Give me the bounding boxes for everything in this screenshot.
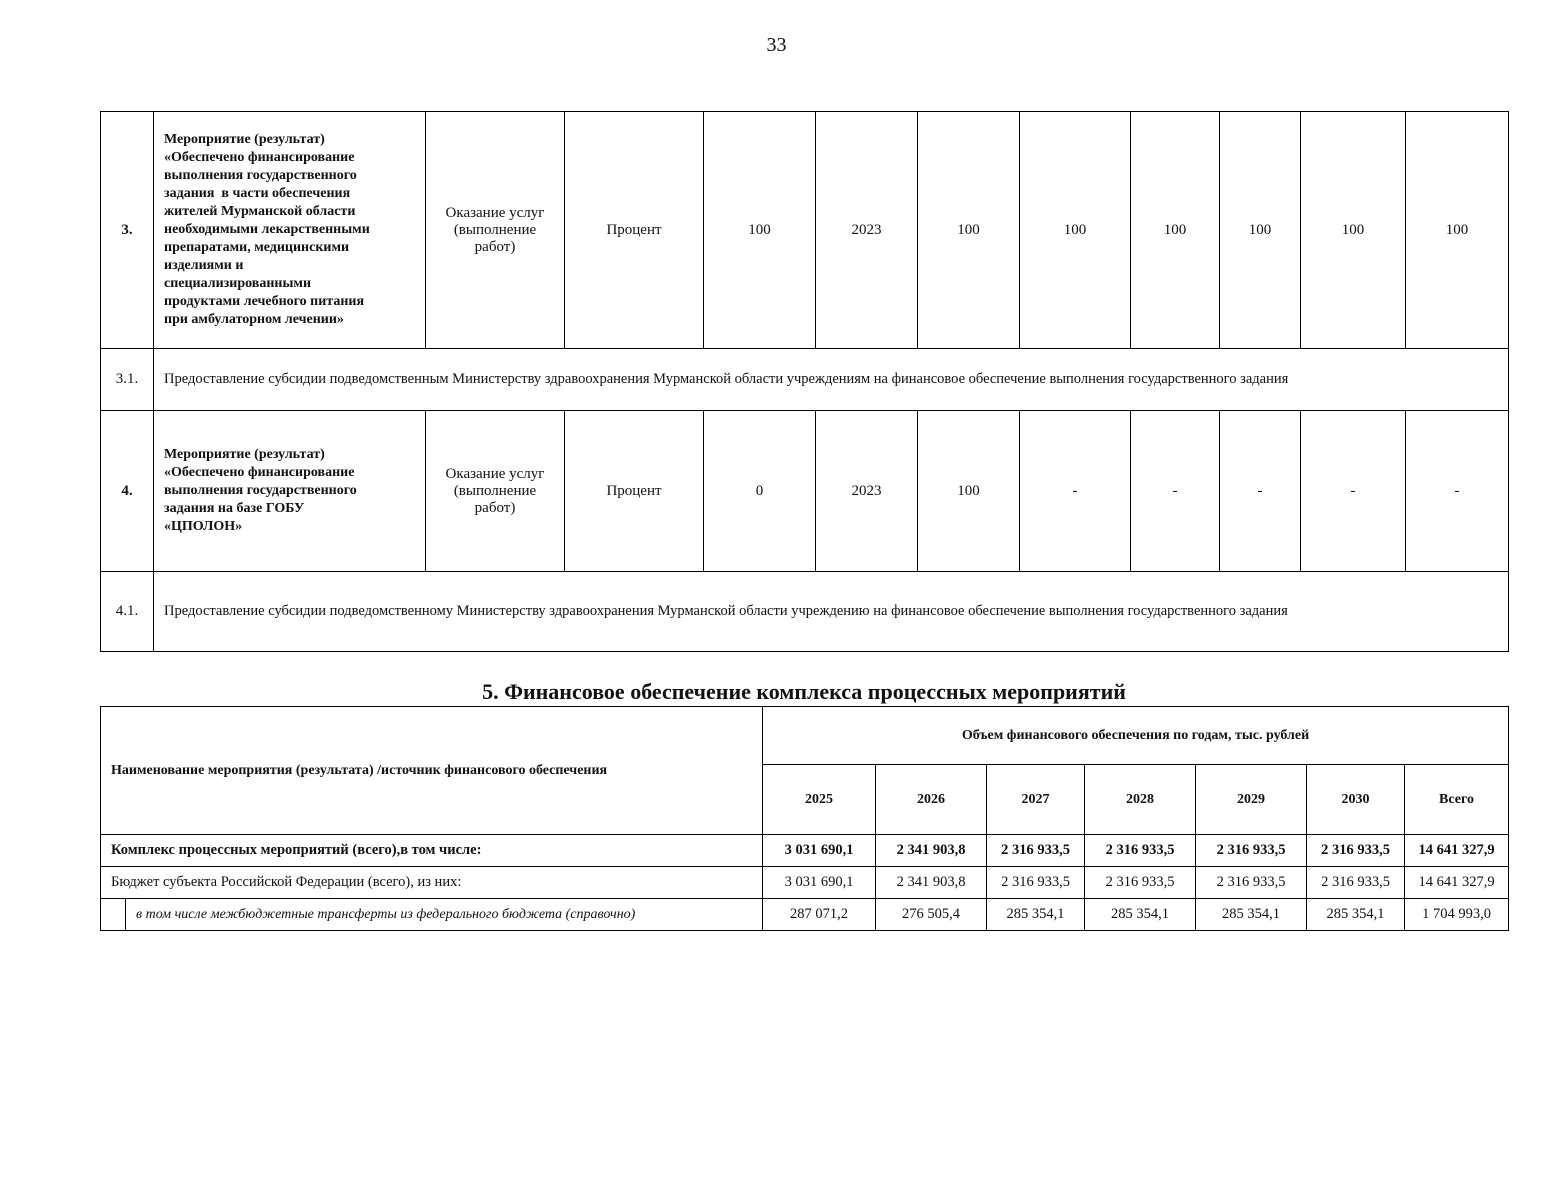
amount-cell: 14 641 327,9 — [1405, 867, 1509, 899]
title-line: жителей Мурманской области — [164, 204, 356, 219]
result-type: Оказание услуг (выполнение работ) — [426, 411, 565, 572]
title-line: продуктами лечебного питания — [164, 294, 365, 309]
amount-cell: 2 316 933,5 — [1307, 867, 1405, 899]
task-row — [101, 349, 1509, 411]
year-value: 100 — [918, 411, 1020, 572]
amount-cell: 1 704 993,0 — [1405, 899, 1509, 931]
title-line: выполнения государственного — [164, 168, 357, 183]
year-header: 2025 — [763, 765, 876, 835]
year-value: 100 — [918, 112, 1020, 349]
amount-cell: 285 354,1 — [1307, 899, 1405, 931]
title-line: специализированными — [164, 276, 312, 291]
result-unit: Процент — [565, 411, 704, 572]
year-header: 2027 — [987, 765, 1085, 835]
year-value: 100 — [1220, 112, 1301, 349]
result-title — [154, 411, 426, 572]
amount-cell: 287 071,2 — [763, 899, 876, 931]
page-number: 33 — [766, 34, 787, 56]
year-value: - — [1220, 411, 1301, 572]
title-line: «Обеспечено финансирование — [164, 150, 355, 165]
year-header: 2030 — [1307, 765, 1405, 835]
year-value: 100 — [1020, 112, 1131, 349]
finance-table — [100, 706, 1509, 931]
amount-cell: 3 031 690,1 — [763, 867, 876, 899]
row-label: Комплекс процессных мероприятий (всего),в том числе: — [101, 835, 763, 867]
amount-cell: 2 316 933,5 — [1085, 867, 1196, 899]
title-line: задания на базе ГОБУ — [164, 501, 305, 516]
amount-cell: 14 641 327,9 — [1405, 835, 1509, 867]
results-table — [100, 111, 1509, 652]
amount-cell: 3 031 690,1 — [763, 835, 876, 867]
title-line: «Обеспечено финансирование — [164, 465, 355, 480]
amount-cell: 2 316 933,5 — [987, 867, 1085, 899]
finance-row — [101, 899, 1509, 931]
year-header: 2028 — [1085, 765, 1196, 835]
year-value: - — [1301, 411, 1406, 572]
title-line: Мероприятие (результат) — [164, 132, 325, 147]
amount-cell: 2 316 933,5 — [1307, 835, 1405, 867]
task-number: 4.1. — [101, 572, 154, 652]
indent-cell — [101, 899, 126, 931]
title-line: выполнения государственного — [164, 483, 357, 498]
title-line: задания в части обеспечения — [164, 186, 351, 201]
year-value: 100 — [1301, 112, 1406, 349]
title-line: Мероприятие (результат) — [164, 447, 325, 462]
amount-cell: 276 505,4 — [876, 899, 987, 931]
result-unit: Процент — [565, 112, 704, 349]
task-text: Предоставление субсидии подведомственному Министерству здравоохранения Мурманской области учреждению на финансовое обеспечение выполнения государственного задания — [154, 572, 1509, 652]
task-row — [101, 572, 1509, 652]
amount-cell: 285 354,1 — [987, 899, 1085, 931]
result-number: 4. — [101, 411, 154, 572]
task-number: 3.1. — [101, 349, 154, 411]
amount-cell: 2 341 903,8 — [876, 867, 987, 899]
result-row — [101, 411, 1509, 572]
finance-row — [101, 835, 1509, 867]
result-row — [101, 112, 1509, 349]
year-value: - — [1020, 411, 1131, 572]
amount-cell: 2 316 933,5 — [1196, 867, 1307, 899]
year-value: - — [1131, 411, 1220, 572]
amount-cell: 285 354,1 — [1085, 899, 1196, 931]
name-header: Наименование мероприятия (результата) /источник финансового обеспечения — [101, 707, 763, 835]
title-line: при амбулаторном лечении» — [164, 312, 344, 327]
title-line: необходимыми лекарственными — [164, 222, 370, 237]
year-header: 2029 — [1196, 765, 1307, 835]
year-value: 100 — [1406, 112, 1509, 349]
title-line: препаратами, медицинскими — [164, 240, 350, 255]
amount-cell: 285 354,1 — [1196, 899, 1307, 931]
row-label: Бюджет субъекта Российской Федерации (всего), из них: — [101, 867, 763, 899]
title-line: изделиями и — [164, 258, 244, 273]
task-text: Предоставление субсидии подведомственным Министерству здравоохранения Мурманской области учреждениям на финансовое обеспечение выполнения государственного задания — [154, 349, 1509, 411]
section-title: 5. Финансовое обеспечение комплекса процессных мероприятий — [482, 679, 1126, 704]
year-header: 2026 — [876, 765, 987, 835]
amount-cell: 2 341 903,8 — [876, 835, 987, 867]
year-value: 100 — [1131, 112, 1220, 349]
base-year: 2023 — [816, 411, 918, 572]
title-line: «ЦПОЛОН» — [164, 519, 243, 534]
amount-cell: 2 316 933,5 — [987, 835, 1085, 867]
result-title — [154, 112, 426, 349]
amount-cell: 2 316 933,5 — [1085, 835, 1196, 867]
base-value: 100 — [704, 112, 816, 349]
row-label: в том числе межбюджетные трансферты из федерального бюджета (справочно) — [126, 899, 763, 931]
year-value: - — [1406, 411, 1509, 572]
result-type: Оказание услуг (выполнение работ) — [426, 112, 565, 349]
result-number: 3. — [101, 112, 154, 349]
base-value: 0 — [704, 411, 816, 572]
volume-header: Объем финансового обеспечения по годам, тыс. рублей — [763, 707, 1509, 765]
base-year: 2023 — [816, 112, 918, 349]
finance-row — [101, 867, 1509, 899]
total-header: Всего — [1405, 765, 1509, 835]
amount-cell: 2 316 933,5 — [1196, 835, 1307, 867]
